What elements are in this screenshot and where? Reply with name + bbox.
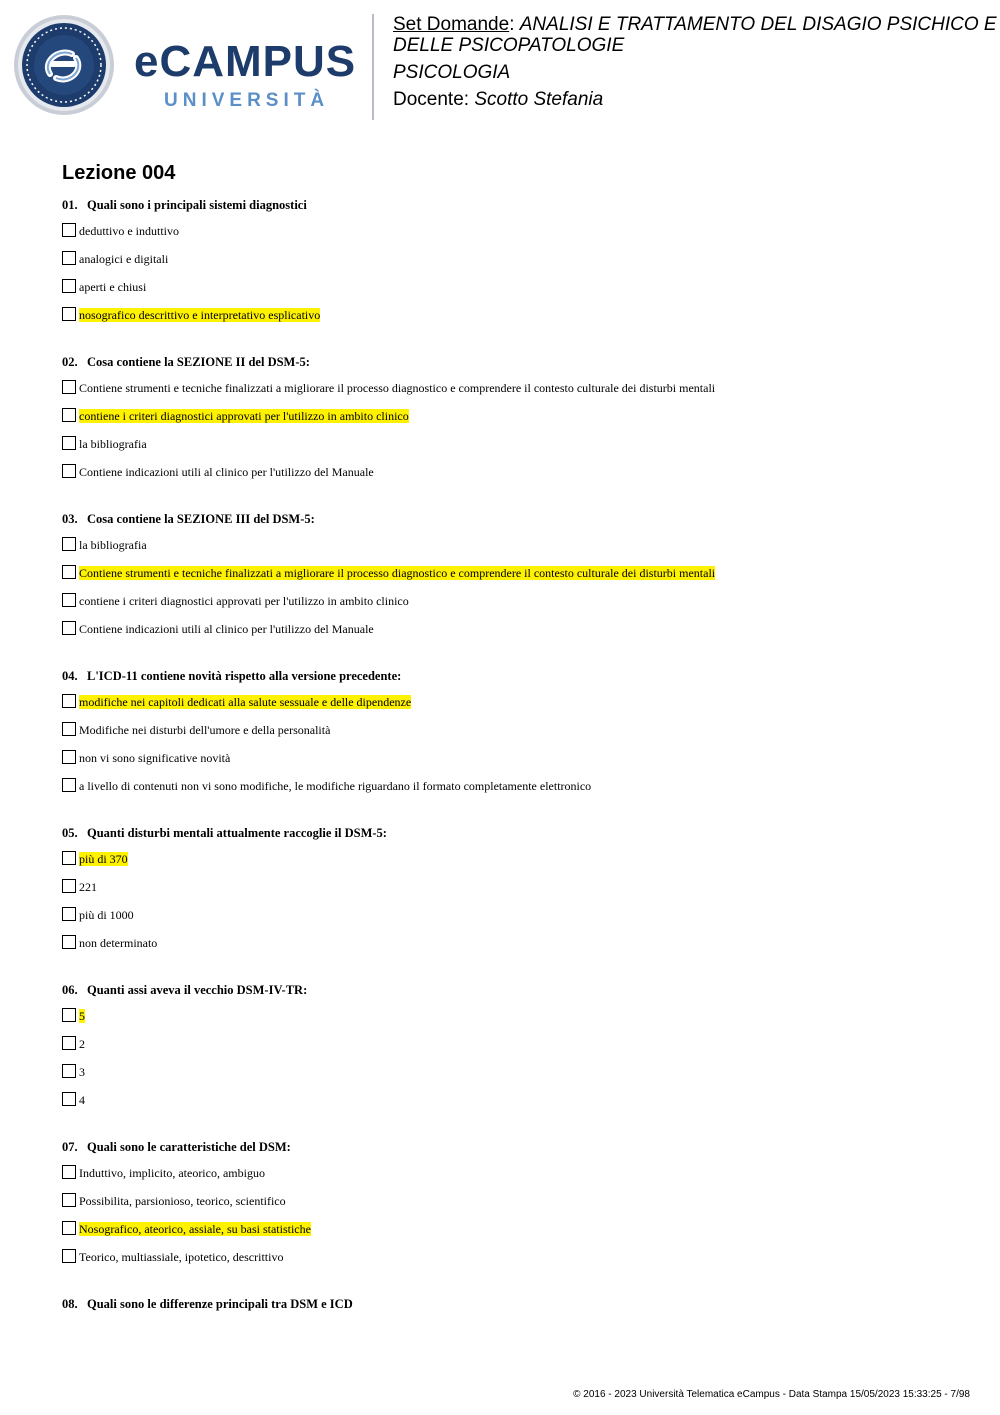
question-1 — [62, 197, 962, 336]
question-number: 03. — [62, 512, 78, 526]
question-text — [62, 668, 962, 685]
answer-checkbox[interactable] — [62, 1092, 76, 1106]
answer-option[interactable] — [62, 409, 962, 437]
answer-checkbox[interactable] — [62, 593, 76, 607]
answer-text-highlighted: 5 — [79, 1009, 85, 1023]
answer-text: 221 — [79, 880, 97, 894]
answer-option[interactable] — [62, 224, 962, 252]
question-number: 04. — [62, 669, 78, 683]
answer-text: più di 1000 — [79, 908, 134, 922]
answer-checkbox[interactable] — [62, 778, 76, 792]
answer-checkbox[interactable] — [62, 935, 76, 949]
answer-option[interactable] — [62, 308, 962, 336]
answer-option[interactable] — [62, 936, 962, 964]
answer-checkbox[interactable] — [62, 1193, 76, 1207]
teacher-name: Scotto Stefania — [474, 89, 604, 110]
answer-text-highlighted: modifiche nei capitoli dedicati alla salute sessuale e delle dipendenze — [79, 695, 412, 709]
logo-brand: eCAMPUS — [134, 37, 357, 86]
question-label: Cosa contiene la SEZIONE III del DSM-5: — [87, 512, 315, 526]
answer-option[interactable] — [62, 1037, 962, 1065]
answer-option[interactable] — [62, 1065, 962, 1093]
answer-option[interactable] — [62, 1166, 962, 1194]
question-5 — [62, 825, 962, 964]
question-4 — [62, 668, 962, 807]
answer-text: aperti e chiusi — [79, 280, 147, 294]
answer-option[interactable] — [62, 381, 962, 409]
answer-checkbox[interactable] — [62, 1249, 76, 1263]
answer-text: Contiene indicazioni utili al clinico per l'utilizzo del Manuale — [79, 465, 374, 479]
answer-text: la bibliografia — [79, 437, 147, 451]
answer-option[interactable] — [62, 1093, 962, 1121]
question-number: 05. — [62, 826, 78, 840]
question-number: 08. — [62, 1297, 78, 1311]
answer-option[interactable] — [62, 280, 962, 308]
answer-checkbox[interactable] — [62, 436, 76, 450]
ecampus-seal-icon — [14, 14, 359, 116]
question-label: L'ICD-11 contiene novità rispetto alla versione precedente: — [87, 669, 402, 683]
question-label: Cosa contiene la SEZIONE II del DSM-5: — [87, 355, 310, 369]
answer-checkbox[interactable] — [62, 1008, 76, 1022]
teacher-label: Docente: — [393, 89, 470, 110]
answer-text: contiene i criteri diagnostici approvati per l'utilizzo in ambito clinico — [79, 594, 409, 608]
answer-checkbox[interactable] — [62, 694, 76, 708]
answer-option[interactable] — [62, 437, 962, 465]
answer-option[interactable] — [62, 723, 962, 751]
answer-option[interactable] — [62, 622, 962, 650]
answer-checkbox[interactable] — [62, 307, 76, 321]
course-line — [393, 14, 998, 56]
answer-option[interactable] — [62, 538, 962, 566]
answer-option[interactable] — [62, 751, 962, 779]
answer-checkbox[interactable] — [62, 565, 76, 579]
answer-checkbox[interactable] — [62, 1165, 76, 1179]
question-text — [62, 197, 962, 214]
answer-text-highlighted: Nosografico, ateorico, assiale, su basi statistiche — [79, 1222, 311, 1236]
question-text — [62, 354, 962, 371]
answer-option[interactable] — [62, 880, 962, 908]
answer-text-highlighted: nosografico descrittivo e interpretativo esplicativo — [79, 308, 321, 322]
question-7 — [62, 1139, 962, 1278]
answer-option[interactable] — [62, 1222, 962, 1250]
question-3 — [62, 511, 962, 650]
answer-checkbox[interactable] — [62, 1036, 76, 1050]
answer-option[interactable] — [62, 1250, 962, 1278]
logo-subtitle: UNIVERSITÀ — [164, 90, 330, 111]
page-header — [0, 0, 1000, 130]
answer-option[interactable] — [62, 465, 962, 493]
question-label: Quali sono le caratteristiche del DSM: — [87, 1140, 291, 1154]
question-6 — [62, 982, 962, 1121]
answer-option[interactable] — [62, 779, 962, 807]
question-number: 06. — [62, 983, 78, 997]
header-divider — [372, 14, 374, 120]
answer-option[interactable] — [62, 252, 962, 280]
ecampus-logo — [14, 14, 359, 116]
question-list — [62, 197, 962, 1331]
answer-option[interactable] — [62, 852, 962, 880]
answer-text: non vi sono significative novità — [79, 751, 231, 765]
answer-text: la bibliografia — [79, 538, 147, 552]
header-info — [393, 14, 998, 110]
question-label: Quali sono le differenze principali tra DSM e ICD — [87, 1297, 353, 1311]
answer-text: Contiene strumenti e tecniche finalizzati a migliorare il processo diagnostico e comprendere il contesto culturale dei disturbi mentali — [79, 381, 716, 395]
answer-text-highlighted: più di 370 — [79, 852, 128, 866]
answer-checkbox[interactable] — [62, 851, 76, 865]
answer-checkbox[interactable] — [62, 380, 76, 394]
teacher-line — [393, 89, 998, 110]
answer-checkbox[interactable] — [62, 223, 76, 237]
answer-checkbox[interactable] — [62, 537, 76, 551]
question-text — [62, 982, 962, 999]
answer-text: Contiene indicazioni utili al clinico per l'utilizzo del Manuale — [79, 622, 374, 636]
answer-text: Induttivo, implicito, ateorico, ambiguo — [79, 1166, 265, 1180]
answer-option[interactable] — [62, 908, 962, 936]
answer-text: 4 — [79, 1093, 85, 1107]
question-8 — [62, 1296, 962, 1313]
answer-checkbox[interactable] — [62, 621, 76, 635]
question-label: Quanti disturbi mentali attualmente raccoglie il DSM-5: — [87, 826, 387, 840]
answer-text: 3 — [79, 1065, 85, 1079]
answer-checkbox[interactable] — [62, 279, 76, 293]
answer-text: analogici e digitali — [79, 252, 169, 266]
answer-checkbox[interactable] — [62, 1064, 76, 1078]
set-label: Set Domande — [393, 14, 510, 35]
answer-checkbox[interactable] — [62, 1221, 76, 1235]
answer-text: non determinato — [79, 936, 158, 950]
answer-text: 2 — [79, 1037, 85, 1051]
answer-option[interactable] — [62, 566, 962, 594]
answer-checkbox[interactable] — [62, 408, 76, 422]
answer-option[interactable] — [62, 594, 962, 622]
page-footer: © 2016 - 2023 Università Telematica eCampus - Data Stampa 15/05/2023 15:33:25 - 7/98 — [573, 1389, 970, 1400]
set-separator: : — [509, 14, 515, 35]
course-title: ANALISI E TRATTAMENTO DEL DISAGIO PSICHICO E DELLE PSICOPATOLOGIE — [393, 14, 997, 56]
answer-checkbox[interactable] — [62, 750, 76, 764]
question-text — [62, 1296, 962, 1313]
answer-checkbox[interactable] — [62, 722, 76, 736]
question-text — [62, 825, 962, 842]
question-number: 02. — [62, 355, 78, 369]
answer-checkbox[interactable] — [62, 251, 76, 265]
answer-text: deduttivo e induttivo — [79, 224, 179, 238]
question-text — [62, 511, 962, 528]
question-number: 01. — [62, 198, 78, 212]
question-text — [62, 1139, 962, 1156]
answer-text-highlighted: contiene i criteri diagnostici approvati per l'utilizzo in ambito clinico — [79, 409, 409, 423]
answer-checkbox[interactable] — [62, 879, 76, 893]
answer-text: Modifiche nei disturbi dell'umore e della personalità — [79, 723, 331, 737]
question-label: Quali sono i principali sistemi diagnostici — [87, 198, 307, 212]
answer-text-highlighted: Contiene strumenti e tecniche finalizzati a migliorare il processo diagnostico e comprendere il contesto culturale dei disturbi mentali — [79, 566, 716, 580]
answer-text: a livello di contenuti non vi sono modifiche, le modifiche riguardano il formato completamente elettronico — [79, 779, 592, 793]
question-label: Quanti assi aveva il vecchio DSM-IV-TR: — [87, 983, 308, 997]
answer-option[interactable] — [62, 695, 962, 723]
question-2 — [62, 354, 962, 493]
answer-checkbox[interactable] — [62, 907, 76, 921]
question-number: 07. — [62, 1140, 78, 1154]
answer-option[interactable] — [62, 1009, 962, 1037]
answer-text: Teorico, multiassiale, ipotetico, descrittivo — [79, 1250, 284, 1264]
answer-checkbox[interactable] — [62, 464, 76, 478]
answer-text: Possibilita, parsionioso, teorico, scientifico — [79, 1194, 286, 1208]
lesson-title: Lezione 004 — [62, 162, 176, 184]
program-name: PSICOLOGIA — [393, 62, 511, 83]
answer-option[interactable] — [62, 1194, 962, 1222]
